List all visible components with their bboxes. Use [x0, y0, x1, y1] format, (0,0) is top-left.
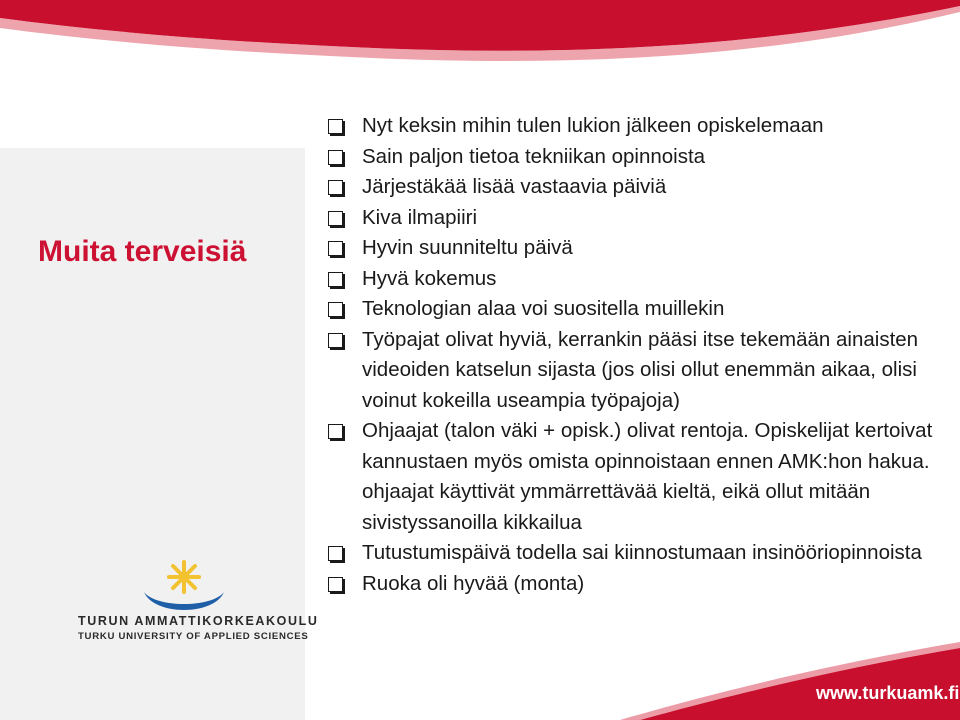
- bullet-item: [320, 233, 940, 264]
- bullet-item: [320, 294, 940, 325]
- bullet-item: [320, 416, 940, 538]
- bullet-text: Ruoka oli hyvää (monta): [362, 571, 585, 595]
- turku-amk-logo: [62, 540, 319, 650]
- bottom-red-swoosh: [0, 640, 960, 720]
- footer-url: www.turkuamk.fi: [816, 683, 960, 703]
- checkbox-bullet-icon: [328, 150, 343, 165]
- bullet-text: Sain paljon tietoa tekniikan opinnoista: [362, 144, 706, 168]
- bullet-item: [320, 172, 940, 203]
- checkbox-bullet-icon: [328, 302, 343, 317]
- bullet-list: [320, 111, 940, 599]
- logo-text-finnish: TURUN AMMATTIKORKEAKOULU: [78, 614, 319, 628]
- checkbox-bullet-icon: [328, 546, 343, 561]
- top-red-swoosh: [0, 0, 960, 110]
- checkbox-bullet-icon: [328, 180, 343, 195]
- bullet-text: Tutustumispäivä todella sai kiinnostumaan insinööriopinnoista: [362, 541, 922, 564]
- bullet-item: [320, 538, 940, 569]
- bullet-item: [320, 111, 940, 142]
- checkbox-bullet-icon: [328, 211, 343, 226]
- bullet-text: Järjestäkää lisää vastaavia päiviä: [362, 175, 667, 198]
- checkbox-bullet-icon: [328, 577, 343, 592]
- checkbox-bullet-icon: [328, 333, 343, 348]
- bullet-text: Teknologian alaa voi suositella muillekin: [362, 297, 725, 320]
- bullet-item: [320, 325, 940, 417]
- bullet-text: Kiva ilmapiiri: [362, 205, 478, 229]
- slide-title: Muita terveisiä: [38, 235, 247, 269]
- bullet-item: [320, 203, 940, 234]
- logo-text-english: TURKU UNIVERSITY OF APPLIED SCIENCES: [78, 631, 309, 642]
- bullet-item: [320, 264, 940, 295]
- bullet-text: Nyt keksin mihin tulen lukion jälkeen opiskelemaan: [362, 114, 824, 137]
- checkbox-bullet-icon: [328, 241, 343, 256]
- checkbox-bullet-icon: [328, 272, 343, 287]
- bullet-item: [320, 569, 940, 600]
- bullet-item: [320, 142, 940, 173]
- checkbox-bullet-icon: [328, 424, 343, 439]
- bullet-text: Hyvin suunniteltu päivä: [362, 236, 573, 259]
- bullet-text: Työpajat olivat hyviä, kerrankin pääsi itse tekemään ainaisten videoiden katselun sijasta (jos olisi ollut enemmän aikaa, olisi voinut kokeilla useampia työpajoja): [362, 327, 919, 412]
- checkbox-bullet-icon: [328, 119, 343, 134]
- bullet-text: Ohjaajat (talon väki + opisk.) olivat rentoja. Opiskelijat kertoivat kannustaen myös omista opinnoistaan ennen AMK:hon hakua. ohjaajat käyttivät ymmärrettävää kieltä, eikä ollut mitään sivistyssanoilla kikkailua: [362, 419, 933, 534]
- bullet-text: Hyvä kokemus: [362, 266, 497, 290]
